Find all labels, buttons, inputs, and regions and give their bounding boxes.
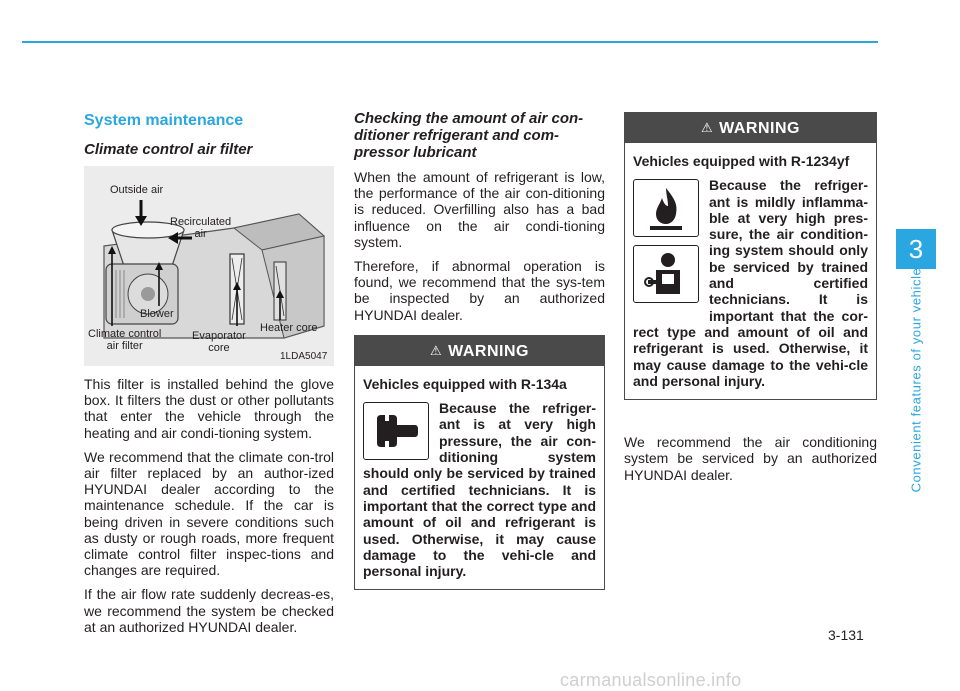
label-blower: Blower [140,308,174,320]
warning-title: Vehicles equipped with R-1234yf [633,153,850,169]
warning-header [625,113,876,143]
subsection-title-refrigerant: Checking the amount of air con-ditioner refrigerant and com-pressor lubricant [354,110,584,161]
column-2 [354,110,605,590]
figure-code: 1LDA5047 [280,351,328,362]
section-title: System maintenance [84,112,244,129]
warning-body [625,143,876,399]
label-outside-air: Outside air [110,184,164,196]
technician-icon [633,245,699,303]
warning-title: Vehicles equipped with R-134a [363,375,567,392]
icon-stack [633,179,699,311]
chapter-number: 3 [908,234,924,264]
label-recirculated-air: Recirculated air [170,216,232,240]
label-evaporator: Evaporator core [192,330,246,354]
warning-triangle-icon: ⚠ [701,120,714,135]
flame-icon [633,179,699,237]
label-heater-core: Heater core [260,322,318,334]
page-number: 3-131 [828,627,864,643]
warning-triangle-icon: ⚠ [430,342,443,358]
warning-text: Because the refriger-ant is mildly inflamma-ble at very high pres-sure, the air condition-ing system should only be serviced by trained and certified technicians. It is important that the cor-rect type and amount of oil and refrigerant is used. Otherwise, it may cause damage to the vehi-cle and personal injury. [633,177,868,389]
top-rule [22,41,878,43]
paragraph: This filter is installed behind the glove box. It filters the dust or other pollutants that enter the vehicle through the heating and air condi-tioning system. [84,376,334,441]
warning-text: Because the refriger-ant is at very high pressure, the air con-ditioning system should only be serviced by trained and certified technicians. It is important that the correct type and amount of oil and refrigerant is used. Otherwise, it may cause damage to the vehi-cle and personal injury. [363,400,596,580]
hvac-diagram [84,166,334,366]
paragraph: When the amount of refrigerant is low, the performance of the air con-ditioning is reduced. Overfilling also has a bad influence on the air condi-tioning system. [354,169,605,250]
paragraph: Therefore, if abnormal operation is found, we recommend that the sys-tem be inspected by an authorized HYUNDAI dealer. [354,258,605,323]
label-filter: Climate control air filter [88,328,162,352]
warning-body [355,366,604,590]
column-1 [84,108,334,643]
paragraph: If the air flow rate suddenly decreas-es, we recommend the system be checked at an authorized HYUNDAI dealer. [84,586,334,635]
column-3 [624,112,877,491]
paragraph: We recommend that the climate con-trol air filter replaced by an author-ized HYUNDAI dealer according to the maintenance schedule. If the car is being driven in severe conditions such as dusty or rough roads, more frequent climate control filter inspec-tions and changes are required. [84,448,334,579]
paragraph: We recommend the air conditioning system be serviced by an authorized HYUNDAI dealer. [624,434,877,483]
chapter-label: Convenient features of your vehicle [908,267,924,493]
footer-watermark: carmanualsonline.info [560,670,742,690]
wrench-icon [363,402,429,460]
warning-header-label: WARNING [448,342,529,360]
warning-box-r1234yf [624,112,877,400]
chapter-tab [896,229,936,269]
subsection-title-filter: Climate control air filter [84,141,253,158]
warning-box-r134a [354,335,605,591]
warning-header-label: WARNING [719,120,800,137]
warning-header [355,336,604,366]
